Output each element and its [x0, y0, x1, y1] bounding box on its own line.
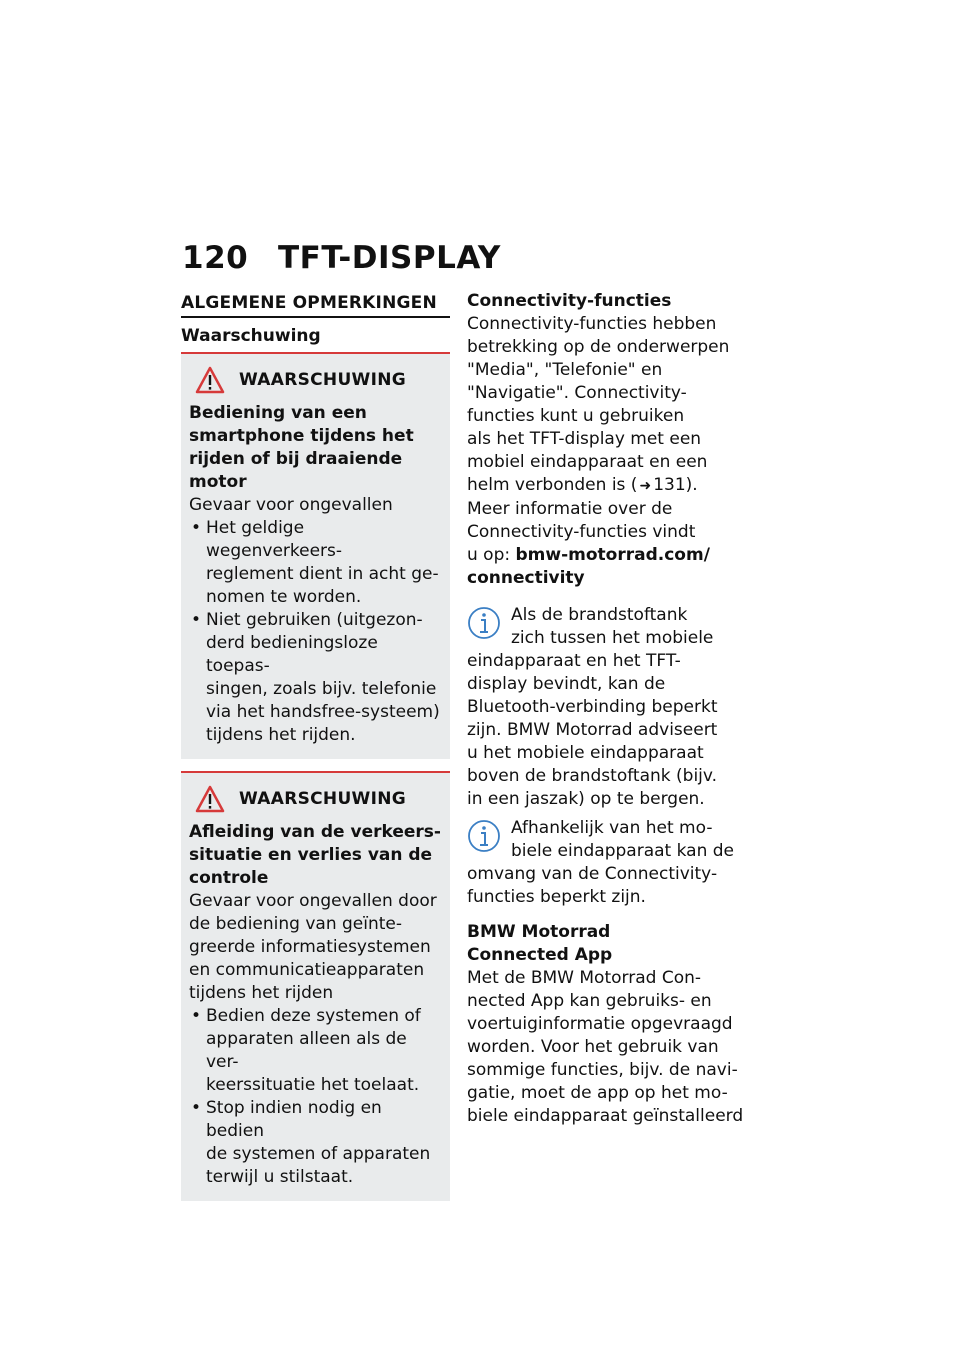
warning-title-line: situatie en verlies van de: [189, 845, 433, 865]
text-line: Met de BMW Motorrad Con-: [467, 968, 701, 988]
right-column: [467, 290, 757, 1128]
text-line: Connectivity-functies vindt: [467, 522, 696, 542]
warning-title-line: controle: [189, 868, 269, 888]
warning-bullet-list: [189, 1005, 443, 1189]
page-title: TFT-DISPLAY: [278, 240, 501, 276]
text-line: boven de brandstoftank (bijv.: [467, 766, 718, 786]
page-header: [182, 240, 501, 276]
list-item-line: terwijl u stilstaat.: [206, 1167, 354, 1187]
warning-label: WAARSCHUWING: [239, 369, 407, 390]
text-line: u het mobiele eindapparaat: [467, 743, 704, 763]
text-line: Meer informatie over de: [467, 499, 673, 519]
list-item-line: • Bedien deze systemen of: [206, 1006, 421, 1026]
list-item-line: nomen te worden.: [206, 587, 362, 607]
list-item-line: • Het geldige wegenverkeers-: [206, 518, 343, 561]
warning-triangle-icon: [195, 366, 225, 394]
warning-hazard: Gevaar voor ongevallen: [189, 495, 393, 515]
text-line: [467, 544, 757, 567]
list-item-line: singen, zoals bijv. telefonie: [206, 679, 437, 699]
text-line: zijn. BMW Motorrad adviseert: [467, 720, 718, 740]
text-line: eindapparaat en het TFT-: [467, 651, 681, 671]
warning-box-2: [181, 771, 450, 1201]
text-line: in een jaszak) op te bergen.: [467, 789, 705, 809]
text-line: voertuiginformatie opgevraagd: [467, 1014, 733, 1034]
warning-triangle-icon: [195, 785, 225, 813]
list-item: [189, 609, 443, 747]
text-line: gatie, moet de app op het mo-: [467, 1083, 728, 1103]
heading-connected-app: [467, 921, 757, 967]
warning-header: [189, 785, 443, 813]
text-line: als het TFT-display met een: [467, 429, 702, 449]
list-item-line: reglement dient in acht ge-: [206, 564, 439, 584]
page-ref-link[interactable]: 131: [653, 475, 686, 495]
text-line: "Media", "Telefonie" en: [467, 360, 663, 380]
info-icon: [467, 819, 501, 859]
text-line: Bluetooth-verbinding beperkt: [467, 697, 718, 717]
warning-label: WAARSCHUWING: [239, 788, 407, 809]
text-line: mobiel eindapparaat en een: [467, 452, 708, 472]
section-title: ALGEMENE OPMERKINGEN: [181, 293, 450, 318]
list-item-line: keerssituatie het toelaat.: [206, 1075, 420, 1095]
list-item-line: • Stop indien nodig en bedien: [206, 1098, 382, 1141]
warning-bullet-list: [189, 517, 443, 747]
text-line: sommige functies, bijv. de navi-: [467, 1060, 738, 1080]
text-line: functies kunt u gebruiken: [467, 406, 685, 426]
ref-suffix: ).: [685, 475, 698, 495]
list-item-line: de systemen of apparaten: [206, 1144, 431, 1164]
info-note-2: [467, 817, 757, 909]
text-line: "Navigatie". Connectivity-: [467, 383, 687, 403]
ref-prefix: helm verbonden is (: [467, 475, 638, 495]
text-line: betrekking op de onderwerpen: [467, 337, 730, 357]
text-line: Connectivity-functies hebben: [467, 314, 717, 334]
connectivity-url-link[interactable]: bmw-motorrad.com/: [515, 545, 710, 565]
list-item: [189, 1005, 443, 1097]
page-number: 120: [182, 240, 249, 276]
hazard-line: de bediening van geïnte-: [189, 914, 403, 934]
list-item: [189, 1097, 443, 1189]
list-item-line: apparaten alleen als de ver-: [206, 1029, 407, 1072]
text-line: worden. Voor het gebruik van: [467, 1037, 719, 1057]
connected-app-paragraph: [467, 967, 757, 1128]
page-ref-arrow-icon: ➜: [639, 478, 652, 494]
hazard-line: Gevaar voor ongevallen door: [189, 891, 437, 911]
warning-title-line: smartphone tijdens het: [189, 426, 414, 446]
text-line: omvang van de Connectivity-: [467, 864, 718, 884]
list-item: [189, 517, 443, 609]
list-item-line: • Niet gebruiken (uitgezon-: [206, 610, 423, 630]
subheading: Waarschuwing: [181, 326, 321, 346]
info-icon: [467, 606, 501, 646]
hazard-line: tijdens het rijden: [189, 983, 334, 1003]
info-note-1: [467, 604, 757, 811]
text-line: biele eindapparaat kan de: [511, 841, 735, 861]
warning-title: [189, 821, 443, 890]
warning-hazard: [189, 890, 443, 1005]
list-item-line: tijdens het rijden.: [206, 725, 356, 745]
text-line: Afhankelijk van het mo-: [511, 818, 713, 838]
warning-title-line: Afleiding van de verkeers-: [189, 822, 441, 842]
text-line: [467, 474, 757, 498]
connectivity-url-link-cont[interactable]: connectivity: [467, 568, 585, 588]
left-column: [181, 293, 450, 1201]
warning-box-1: [181, 352, 450, 759]
text-line: display bevindt, kan de: [467, 674, 666, 694]
heading-connectivity: Connectivity-functies: [467, 291, 672, 311]
warning-title-line: Bediening van een: [189, 403, 367, 423]
text-line: biele eindapparaat geïnstalleerd: [467, 1106, 744, 1126]
text-line: zich tussen het mobiele: [511, 628, 714, 648]
connectivity-paragraph: [467, 313, 757, 590]
link-prefix: u op:: [467, 545, 516, 565]
warning-title-line: rijden of bij draaiende motor: [189, 449, 403, 492]
warning-header: [189, 366, 443, 394]
text-line: functies beperkt zijn.: [467, 887, 646, 907]
list-item-line: via het handsfree-systeem): [206, 702, 440, 722]
hazard-line: en communicatieapparaten: [189, 960, 425, 980]
warning-title: [189, 402, 443, 494]
list-item-line: derd bedieningsloze toepas-: [206, 633, 378, 676]
heading-line: Connected App: [467, 945, 613, 965]
text-line: Als de brandstoftank: [511, 605, 688, 625]
text-line: nected App kan gebruiks- en: [467, 991, 712, 1011]
heading-line: BMW Motorrad: [467, 922, 611, 942]
hazard-line: greerde informatiesystemen: [189, 937, 431, 957]
